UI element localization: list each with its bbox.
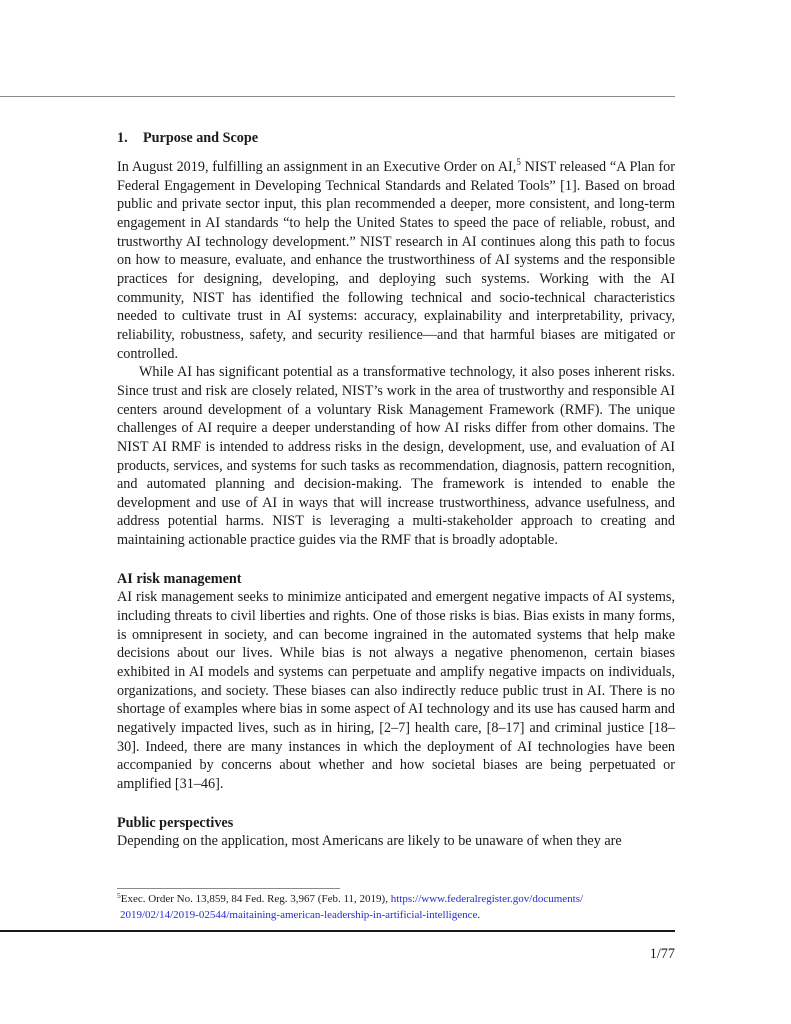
public-perspectives-paragraph: Depending on the application, most Americans are likely to be unaware of when they are — [117, 833, 622, 850]
footnote — [117, 892, 677, 923]
section-number: 1. — [117, 130, 128, 146]
section-title: Purpose and Scope — [143, 130, 259, 146]
footnote-rule — [117, 888, 340, 889]
footnote-reference[interactable]: 5 — [516, 157, 521, 167]
header-rule — [0, 96, 675, 97]
paragraph-purpose-text-a: In August 2019, fulfilling an assignment in an Executive Order on AI, — [117, 159, 517, 175]
risk-management-heading: AI risk management — [117, 570, 242, 587]
main-content — [117, 128, 675, 851]
risk-management-paragraph: AI risk management seeks to minimize anticipated and emergent negative impacts of AI systems, including threats to civil liberties and rights. One of those risks is bias. Bias exists in many forms, is omnipresent in society, and can become ingrained in the automated systems that help make decisions about our lives. While bias is not always a negative phenomenon, certain biases exhibited in AI models and systems can perpetuate and amplify negative impacts on individuals, organizations, and society. These biases can also indirectly reduce public trust in AI. There is no shortage of examples where bias in some aspect of AI technology and its use has caused harm and negatively impacted lives, such as in hiring, [2–7] health care, [8–17] and criminal justice [18–30]. Indeed, there are many instances in which the deployment of AI technologies have been accompanied by concerns about whether and how societal biases are being perpetuated or amplified [31–46]. — [117, 589, 675, 792]
footnote-end: . — [477, 908, 481, 921]
paragraph-purpose — [117, 158, 675, 363]
page-number: 1/77 — [649, 946, 675, 962]
section-heading — [117, 128, 675, 148]
footnote-line-1 — [117, 892, 677, 908]
footnote-link-part-1[interactable]: https://www.federalregister.gov/documents/ — [390, 893, 584, 905]
paragraph-purpose-text-b: NIST released “A Plan for Federal Engagement in Developing Technical Standards and Related Tools” [1]. Based on broad public and private sector input, this plan recommended a deeper, more consistent, and long-term engagement in AI standards “to help the United States to speed the pace of reliable, robust, and trustworthy AI technology development.” NIST research in AI continues along this path to focus on how to measure, evaluate, and enhance the trustworthiness of AI systems and the responsible practices for designing, developing, and deploying such systems. Working with the AI community, NIST has identified the following technical and socio-technical characteristics needed to cultivate trust in AI systems: accuracy, explainability and interpretability, privacy, reliability, robustness, safety, and security resilience—and that harmful biases are mitigated or controlled. — [117, 159, 676, 362]
public-perspectives-heading: Public perspectives — [117, 814, 234, 831]
paragraph-risks: While AI has significant potential as a transformative technology, it also poses inherent risks. Since trust and risk are closely related, NIST’s work in the area of trustworthy and responsible AI centers around development of a voluntary Risk Management Framework (RMF). The unique challenges of AI require a deeper understanding of how AI risks differ from other domains. The NIST AI RMF is intended to address risks in the design, development, use, and evaluation of AI products, services, and systems for such tasks as recommendation, diagnosis, pattern recognition, and automated planning and decision-making. The framework is intended to enable the development and use of AI in ways that will increase trustworthiness, advance usefulness, and address potential harms. NIST is leveraging a multi-stakeholder approach to creating and maintaining actionable practice guides via the RMF that is broadly adoptable. — [117, 364, 675, 549]
footnote-mark: 5 — [117, 891, 121, 900]
footnote-link-part-2[interactable]: 2019/02/14/2019-02544/maitaining-american-leadership-in-artificial-intelligence — [120, 908, 478, 921]
footnote-text: Exec. Order No. 13,859, 84 Fed. Reg. 3,967 (Feb. 11, 2019), — [120, 893, 391, 905]
footnote-line-2 — [117, 908, 677, 924]
footer-rule — [0, 930, 675, 932]
